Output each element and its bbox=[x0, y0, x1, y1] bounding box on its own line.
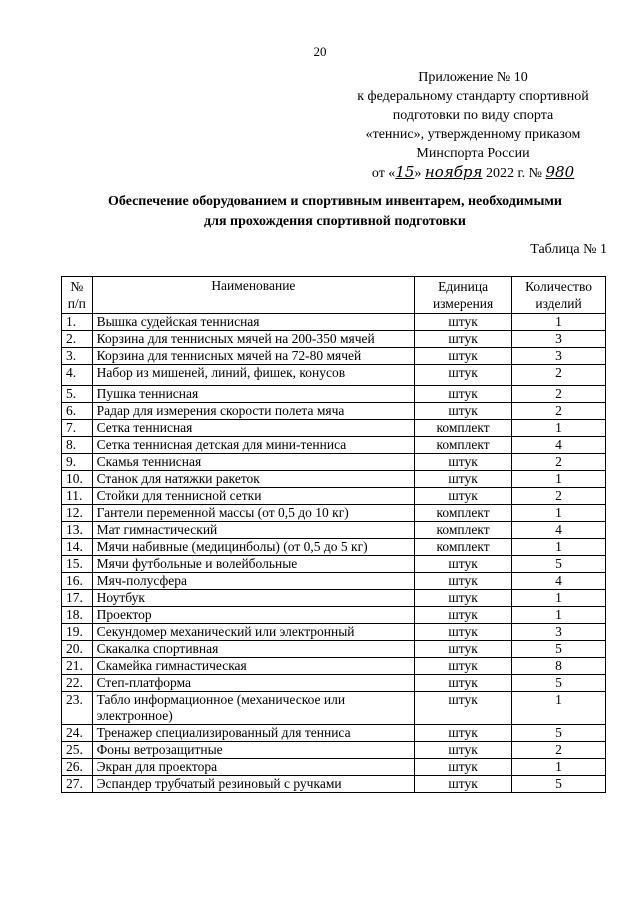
row-number: 11. bbox=[62, 488, 93, 505]
row-number: 18. bbox=[62, 607, 93, 624]
table-row bbox=[62, 420, 606, 437]
row-unit: штук bbox=[415, 365, 512, 386]
row-number: 21. bbox=[62, 658, 93, 675]
row-number: 5. bbox=[62, 386, 93, 403]
table-header-row bbox=[62, 277, 606, 314]
row-name: Эспандер трубчатый резиновый с ручками bbox=[92, 776, 415, 793]
row-quantity: 2 bbox=[512, 488, 606, 505]
row-name: Степ-платформа bbox=[92, 675, 415, 692]
table-row bbox=[62, 725, 606, 742]
appendix-line-4: «теннис», утвержденному приказом bbox=[365, 127, 581, 142]
table-row bbox=[62, 692, 606, 725]
header-unit: Единица измерения bbox=[415, 277, 512, 314]
row-name: Тренажер специализированный для тенниса bbox=[92, 725, 415, 742]
row-quantity: 4 bbox=[512, 437, 606, 454]
table-row bbox=[62, 590, 606, 607]
row-unit: комплект bbox=[415, 522, 512, 539]
row-quantity: 3 bbox=[512, 624, 606, 641]
table-row bbox=[62, 573, 606, 590]
row-name: Мат гимнастический bbox=[92, 522, 415, 539]
appendix-date-line bbox=[342, 163, 604, 183]
row-unit: штук bbox=[415, 386, 512, 403]
date-month: ноября bbox=[424, 163, 483, 181]
row-name: Секундомер механический или электронный bbox=[92, 624, 415, 641]
date-year: 2022 г. № bbox=[485, 166, 542, 181]
date-day: 15 bbox=[395, 163, 415, 181]
row-quantity: 5 bbox=[512, 776, 606, 793]
row-unit: штук bbox=[415, 692, 512, 725]
row-quantity: 1 bbox=[512, 692, 606, 725]
appendix-line-2: к федеральному стандарту спортивной bbox=[357, 89, 589, 104]
row-name: Станок для натяжки ракеток bbox=[92, 471, 415, 488]
row-name: Мячи футбольные и волейбольные bbox=[92, 556, 415, 573]
row-quantity: 3 bbox=[512, 348, 606, 365]
row-number: 6. bbox=[62, 403, 93, 420]
row-name: Экран для проектора bbox=[92, 759, 415, 776]
row-quantity: 5 bbox=[512, 725, 606, 742]
row-unit: штук bbox=[415, 776, 512, 793]
row-number: 7. bbox=[62, 420, 93, 437]
row-quantity: 1 bbox=[512, 471, 606, 488]
page-number: 20 bbox=[313, 44, 327, 59]
row-quantity: 1 bbox=[512, 420, 606, 437]
row-unit: штук bbox=[415, 658, 512, 675]
row-unit: штук bbox=[415, 590, 512, 607]
row-quantity: 2 bbox=[512, 742, 606, 759]
row-name: Радар для измерения скорости полета мяча bbox=[92, 403, 415, 420]
table-row bbox=[62, 624, 606, 641]
row-unit: штук bbox=[415, 454, 512, 471]
row-unit: комплект bbox=[415, 505, 512, 522]
equipment-table bbox=[61, 276, 606, 793]
row-unit: штук bbox=[415, 556, 512, 573]
table-row bbox=[62, 314, 606, 331]
row-name: Проектор bbox=[92, 607, 415, 624]
row-quantity: 1 bbox=[512, 759, 606, 776]
table-body bbox=[62, 314, 606, 793]
row-number: 9. bbox=[62, 454, 93, 471]
appendix-line-1: Приложение № 10 bbox=[418, 70, 528, 85]
row-unit: штук bbox=[415, 488, 512, 505]
table-row bbox=[62, 437, 606, 454]
row-name: Корзина для теннисных мячей на 72-80 мячей bbox=[92, 348, 415, 365]
row-quantity: 4 bbox=[512, 522, 606, 539]
row-unit: штук bbox=[415, 314, 512, 331]
row-name: Мячи набивные (медицинболы) (от 0,5 до 5 кг) bbox=[92, 539, 415, 556]
row-name: Мяч-полусфера bbox=[92, 573, 415, 590]
date-prefix: от « bbox=[371, 166, 396, 181]
row-unit: штук bbox=[415, 471, 512, 488]
table-row bbox=[62, 539, 606, 556]
row-number: 4. bbox=[62, 365, 93, 386]
row-quantity: 1 bbox=[512, 505, 606, 522]
table-row bbox=[62, 607, 606, 624]
header-num: № п/п bbox=[62, 277, 93, 314]
row-number: 3. bbox=[62, 348, 93, 365]
row-name: Табло информационное (механическое или электронное) bbox=[92, 692, 415, 725]
row-name: Скамья теннисная bbox=[92, 454, 415, 471]
row-unit: комплект bbox=[415, 420, 512, 437]
row-unit: штук bbox=[415, 403, 512, 420]
row-unit: штук bbox=[415, 331, 512, 348]
date-day-close: » bbox=[414, 166, 422, 181]
row-name: Сетка теннисная bbox=[92, 420, 415, 437]
row-number: 8. bbox=[62, 437, 93, 454]
row-unit: штук bbox=[415, 573, 512, 590]
table-row bbox=[62, 776, 606, 793]
row-name: Набор из мишеней, линий, фишек, конусов bbox=[92, 365, 415, 386]
header-qty: Количество изделий bbox=[512, 277, 606, 314]
row-quantity: 1 bbox=[512, 590, 606, 607]
row-name: Скамейка гимнастическая bbox=[92, 658, 415, 675]
row-quantity: 1 bbox=[512, 607, 606, 624]
row-quantity: 4 bbox=[512, 573, 606, 590]
table-row bbox=[62, 348, 606, 365]
row-number: 23. bbox=[62, 692, 93, 725]
table-row bbox=[62, 365, 606, 386]
row-quantity: 2 bbox=[512, 403, 606, 420]
table-row bbox=[62, 331, 606, 348]
table-row bbox=[62, 386, 606, 403]
row-name: Сетка теннисная детская для мини-тенниса bbox=[92, 437, 415, 454]
row-quantity: 2 bbox=[512, 386, 606, 403]
row-number: 10. bbox=[62, 471, 93, 488]
appendix-line-3: подготовки по виду спорта bbox=[392, 108, 554, 123]
table-row bbox=[62, 505, 606, 522]
row-name: Ноутбук bbox=[92, 590, 415, 607]
row-number: 25. bbox=[62, 742, 93, 759]
row-number: 12. bbox=[62, 505, 93, 522]
row-number: 24. bbox=[62, 725, 93, 742]
row-unit: штук bbox=[415, 742, 512, 759]
row-name: Фоны ветрозащитные bbox=[92, 742, 415, 759]
table-row bbox=[62, 454, 606, 471]
row-number: 1. bbox=[62, 314, 93, 331]
order-number: 980 bbox=[545, 163, 575, 181]
row-unit: штук bbox=[415, 348, 512, 365]
row-number: 19. bbox=[62, 624, 93, 641]
table-row bbox=[62, 488, 606, 505]
table-row bbox=[62, 742, 606, 759]
row-quantity: 2 bbox=[512, 365, 606, 386]
row-unit: комплект bbox=[415, 437, 512, 454]
row-name: Гантели переменной массы (от 0,5 до 10 кг) bbox=[92, 505, 415, 522]
row-name: Корзина для теннисных мячей на 200-350 мячей bbox=[92, 331, 415, 348]
row-quantity: 2 bbox=[512, 454, 606, 471]
appendix-block bbox=[342, 68, 604, 183]
heading-line-1: Обеспечение оборудованием и спортивным инвентарем, необходимыми bbox=[108, 194, 562, 209]
row-quantity: 1 bbox=[512, 314, 606, 331]
table-row bbox=[62, 759, 606, 776]
document-heading bbox=[60, 192, 610, 232]
table-row bbox=[62, 658, 606, 675]
row-number: 15. bbox=[62, 556, 93, 573]
row-number: 26. bbox=[62, 759, 93, 776]
table-row bbox=[62, 471, 606, 488]
row-quantity: 5 bbox=[512, 556, 606, 573]
row-unit: штук bbox=[415, 675, 512, 692]
table-row bbox=[62, 675, 606, 692]
row-quantity: 1 bbox=[512, 539, 606, 556]
row-name: Вышка судейская теннисная bbox=[92, 314, 415, 331]
row-number: 14. bbox=[62, 539, 93, 556]
table-row bbox=[62, 641, 606, 658]
row-quantity: 8 bbox=[512, 658, 606, 675]
row-name: Пушка теннисная bbox=[92, 386, 415, 403]
row-unit: штук bbox=[415, 725, 512, 742]
row-number: 17. bbox=[62, 590, 93, 607]
row-number: 27. bbox=[62, 776, 93, 793]
row-number: 2. bbox=[62, 331, 93, 348]
table-label: Таблица № 1 bbox=[530, 242, 607, 257]
row-number: 20. bbox=[62, 641, 93, 658]
header-name: Наименование bbox=[92, 277, 415, 314]
row-name: Стойки для теннисной сетки bbox=[92, 488, 415, 505]
row-quantity: 5 bbox=[512, 641, 606, 658]
row-quantity: 3 bbox=[512, 331, 606, 348]
row-name: Скакалка спортивная bbox=[92, 641, 415, 658]
row-quantity: 5 bbox=[512, 675, 606, 692]
row-unit: штук bbox=[415, 641, 512, 658]
row-unit: штук bbox=[415, 607, 512, 624]
heading-line-2: для прохождения спортивной подготовки bbox=[204, 214, 466, 229]
row-number: 13. bbox=[62, 522, 93, 539]
row-unit: штук bbox=[415, 624, 512, 641]
row-unit: штук bbox=[415, 759, 512, 776]
row-number: 22. bbox=[62, 675, 93, 692]
table-row bbox=[62, 556, 606, 573]
row-number: 16. bbox=[62, 573, 93, 590]
table-row bbox=[62, 403, 606, 420]
row-unit: комплект bbox=[415, 539, 512, 556]
table-row bbox=[62, 522, 606, 539]
appendix-line-5: Минспорта России bbox=[416, 146, 530, 161]
